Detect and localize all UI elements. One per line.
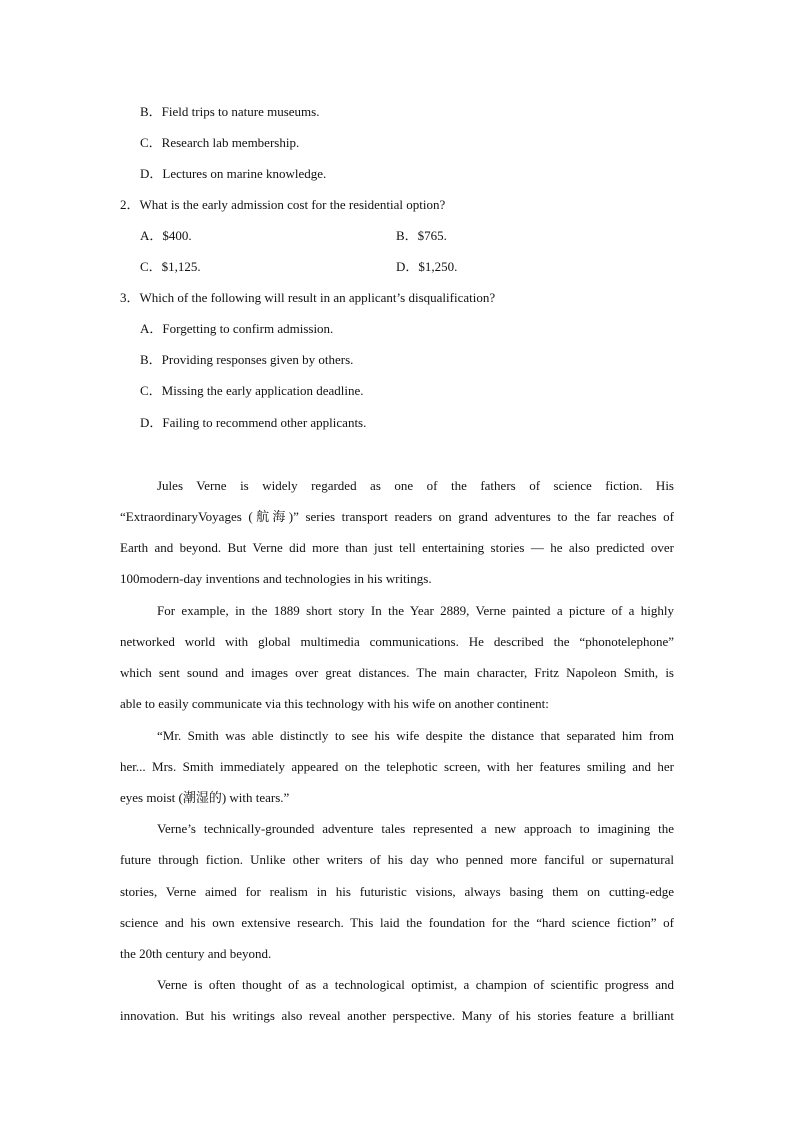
passage-p3-line: eyes moist (潮湿的) with tears.”	[120, 790, 290, 805]
q2-option-b: B．$765.	[396, 228, 447, 243]
passage-p1-line: Jules Verne is widely regarded as one of the fathers of science fiction. His	[157, 478, 674, 493]
passage-p5-line: Verne is often thought of as a technological optimist, a champion of scientific progress and	[157, 977, 674, 992]
q3-option-c: C．Missing the early application deadline.	[140, 383, 364, 398]
passage-p2-line: able to easily communicate via this technology with his wife on another continent:	[120, 696, 549, 711]
q3-option-a: A．Forgetting to confirm admission.	[140, 321, 334, 336]
q2-option-c: C．$1,125.	[140, 259, 201, 274]
passage-p2-line: which sent sound and images over great distances. The main character, Fritz Napoleon Smith, is	[120, 665, 674, 680]
passage-p4-line: Verne’s technically-grounded adventure tales represented a new approach to imagining the	[157, 821, 674, 836]
q3-option-d: D．Failing to recommend other applicants.	[140, 415, 367, 430]
passage-p4-line: science and his own extensive research. This laid the foundation for the “hard science fiction” of	[120, 915, 674, 930]
q1-option-d: D．Lectures on marine knowledge.	[140, 166, 327, 181]
passage-p1-line: Earth and beyond. But Verne did more than just tell entertaining stories — he also predicted over	[120, 540, 674, 555]
q3-option-b: B．Providing responses given by others.	[140, 352, 354, 367]
passage-p1-line: “ExtraordinaryVoyages (航海)” series transport readers on grand adventures to the far reaches of	[120, 509, 674, 524]
passage-p1-line: 100modern-day inventions and technologies in his writings.	[120, 571, 432, 586]
passage-p3-line: “Mr. Smith was able distinctly to see his wife despite the distance that separated him from	[157, 728, 674, 743]
q2-option-a: A．$400.	[140, 228, 192, 243]
passage-p5-line: innovation. But his writings also reveal another perspective. Many of his stories feature a brilliant	[120, 1008, 674, 1023]
q1-option-b: B．Field trips to nature museums.	[140, 104, 320, 119]
passage-p4-line: the 20th century and beyond.	[120, 946, 272, 961]
q1-option-c: C．Research lab membership.	[140, 135, 300, 150]
passage-p2-line: networked world with global multimedia communications. He described the “phonotelephone”	[120, 634, 674, 649]
passage-p4-line: future through fiction. Unlike other writers of his day who penned more fanciful or supernatural	[120, 852, 674, 867]
q2-stem: 2．What is the early admission cost for the residential option?	[120, 197, 446, 212]
q3-stem: 3．Which of the following will result in an applicant’s disqualification?	[120, 290, 496, 305]
q2-option-d: D．$1,250.	[396, 259, 458, 274]
passage-p2-line: For example, in the 1889 short story In the Year 2889, Verne painted a picture of a highly	[157, 603, 674, 618]
passage-p3-line: her... Mrs. Smith immediately appeared on the telephotic screen, with her features smiling and her	[120, 759, 674, 774]
passage-p4-line: stories, Verne aimed for realism in his futuristic visions, always basing them on cutting-edge	[120, 884, 674, 899]
